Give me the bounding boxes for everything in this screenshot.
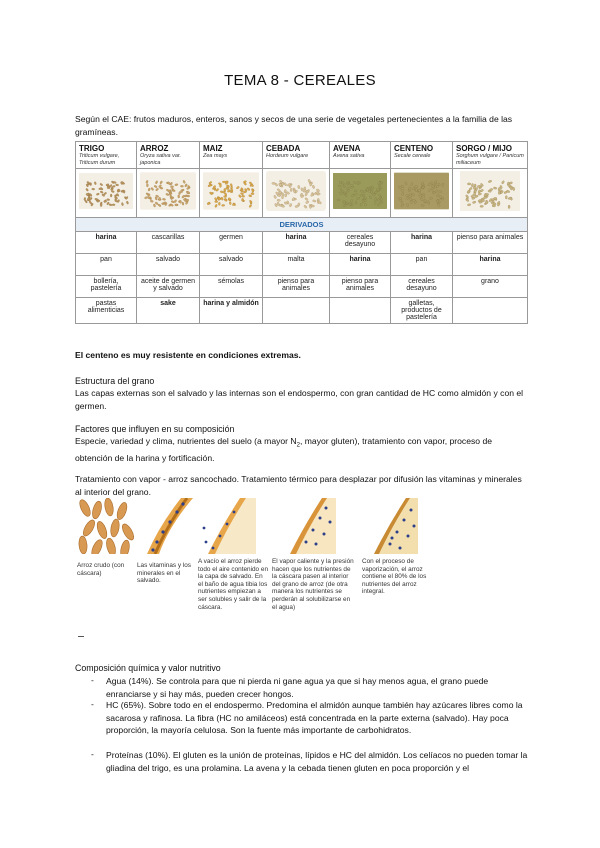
- col-trigo: TRIGO Triticum vulgare, Triticum durum: [76, 142, 137, 169]
- tratamiento-text: Tratamiento con vapor - arroz sancochado. Tratamiento térmico para desplazar por difusión las vitaminas y minerales al interior del grano.: [75, 474, 522, 497]
- step-caption-2: Las vitaminas y los minerales en el salvado.: [137, 562, 191, 585]
- cereals-table: [75, 141, 528, 324]
- grain-image: [333, 171, 387, 211]
- factores-text: Especie, variedad y clima, nutrientes del suelo (a mayor $N_2$, mayor gluten), tratamiento con vapor, proceso de obtención de la harina y fortificación.: [75, 436, 493, 464]
- rice-raw-image: [75, 498, 135, 554]
- factores-heading: Factores que influyen en su composición: [75, 424, 235, 434]
- rice-steam-image: [280, 498, 336, 554]
- table-row: pan salvado salvado malta harina pan harina: [76, 254, 528, 276]
- grain-image: [456, 171, 524, 211]
- composicion-heading: Composición química y valor nutritivo: [75, 663, 221, 673]
- intro-paragraph: Según el CAE: frutos maduros, enteros, sanos y secos de una serie de vegetales pertenecientes a la familia de las gramíneas.: [75, 114, 513, 137]
- grain-image: [79, 171, 133, 211]
- composicion-item-agua: Agua (14%). Se controla para que ni pierda ni gane agua ya que si hay menos agua, el grano puede enranciarse y si hay más, pueden crecer hongos.: [106, 676, 489, 699]
- derivados-header: DERIVADOS: [76, 218, 528, 232]
- bullet-dash: -: [91, 699, 94, 709]
- step-caption-1: Arroz crudo (con cáscara): [77, 562, 125, 577]
- grain-image: [140, 171, 196, 211]
- rice-vacuum-image: [200, 498, 256, 554]
- step-caption-4: El vapor caliente y la presión hacen que los nutrientes de la cáscara pasen al interior del grano de arroz (de otra manera los nutrientes se perderán al solubilizarse en el agua): [272, 558, 354, 611]
- bullet-dash: -: [91, 675, 94, 685]
- rice-parboiled-image: [362, 498, 418, 554]
- col-maiz: MAIZ Zea mays: [200, 142, 263, 169]
- col-sorgo-mijo: SORGO / MIJO Sorghum vulgare / Panicum miliaceum: [453, 142, 528, 169]
- grain-image: [266, 171, 326, 211]
- estructura-heading: Estructura del grano: [75, 376, 155, 386]
- table-row: bollería, pastelería aceite de germen y salvado sémolas pienso para animales pienso para animales cereales desayuno grano: [76, 276, 528, 298]
- col-cebada: CEBADA Hordeum vulgare: [263, 142, 330, 169]
- page-title: TEMA 8 - CEREALES: [224, 72, 376, 89]
- bullet-dash: -: [91, 749, 94, 759]
- divider: [78, 636, 84, 637]
- step-caption-5: Con el proceso de vaporización, el arroz contiene el 80% de los nutrientes del arroz integral.: [362, 558, 427, 596]
- estructura-text: Las capas externas son el salvado y las internas son el endospermo, con gran cantidad de HC como almidón y con el germen.: [75, 388, 524, 411]
- table-row: harina cascarillas germen harina cereales desayuno harina pienso para animales: [76, 232, 528, 254]
- rice-bran-image: [137, 498, 193, 554]
- step-caption-3: A vacío el arroz pierde todo el aire contenido en la capa de salvado. En el baño de agua tibia los nutrientes empiezan a ser solubles y salir de la cáscara.: [198, 558, 268, 611]
- composicion-item-proteinas: Proteínas (10%). El gluten es la unión de proteínas, lípidos e HC del almidón. Los celíacos no pueden tomar la gliadina del trigo, es una prolamina. La avena y la cebada tienen gluten en poca proporción y el: [106, 750, 528, 773]
- centeno-note: El centeno es muy resistente en condiciones extremas.: [75, 350, 301, 360]
- composicion-item-hc: HC (65%). Sobre todo en el endospermo. Predomina el almidón aunque también hay azúcares libres como la sacarosa y rafinosa. La fibra (HC no amiláceos) está concentrada en la parte externa (salvado). Hay poca proporción, la mayoría celulosa. Son la fuente más importante de carbohidratos.: [106, 700, 523, 735]
- col-centeno: CENTENO Secale cereale: [391, 142, 453, 169]
- col-arroz: ARROZ Oryza sativa var. japonica: [137, 142, 200, 169]
- table-row: pastas alimenticias sake harina y almidón galletas, productos de pastelería: [76, 298, 528, 324]
- grain-image: [203, 171, 259, 211]
- grain-images-row: [76, 169, 528, 218]
- col-avena: AVENA Avena sativa: [330, 142, 391, 169]
- grain-image: [394, 171, 449, 211]
- table-header-row: [76, 142, 528, 169]
